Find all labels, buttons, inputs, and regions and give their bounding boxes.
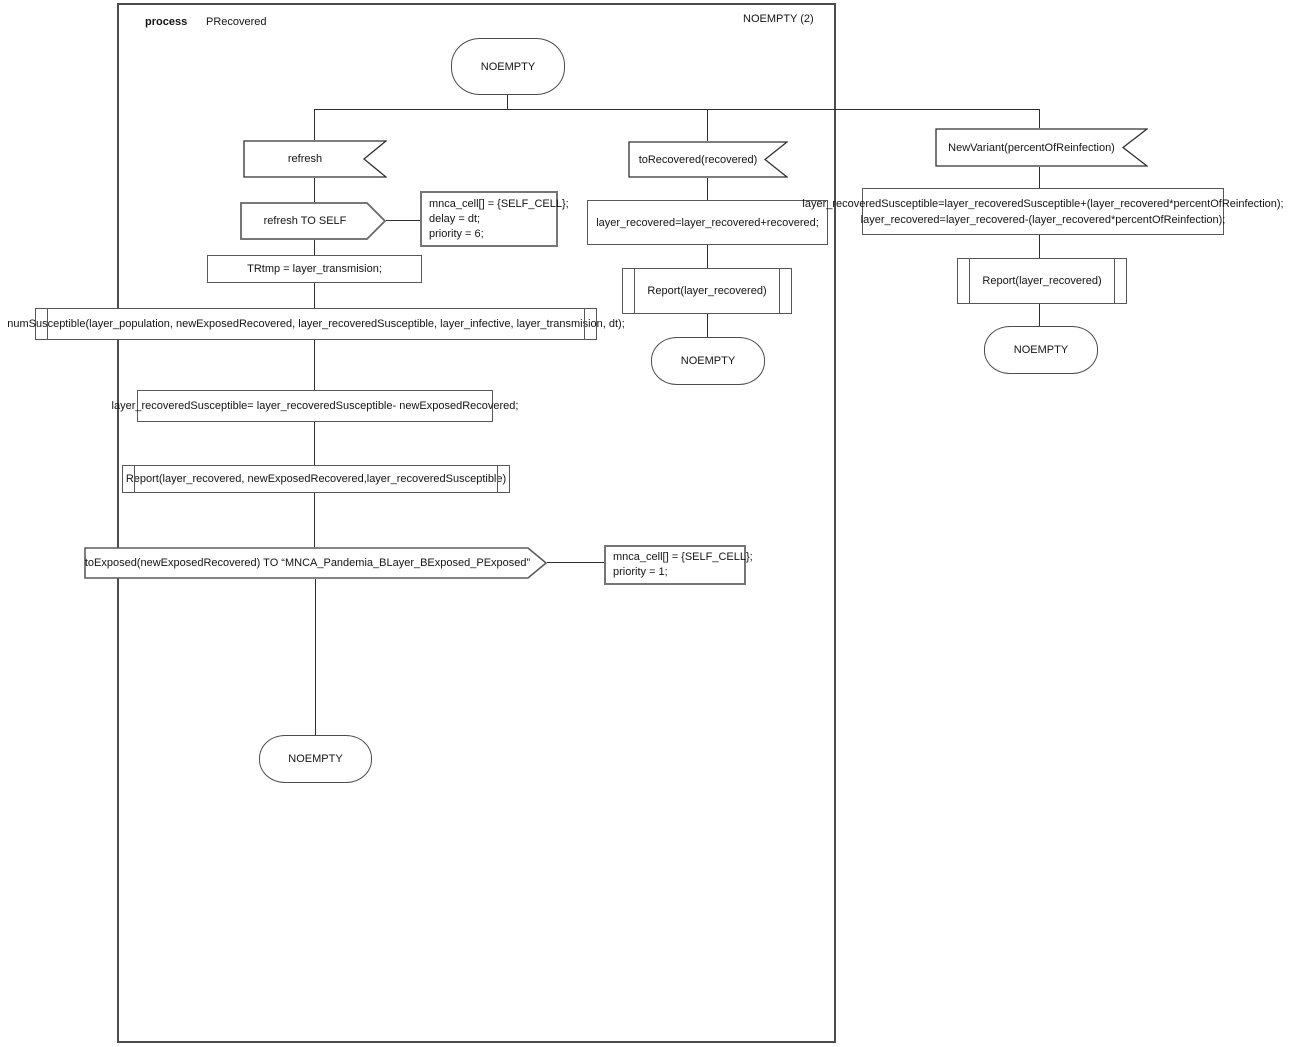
state-end-refresh-label: NOEMPTY: [288, 753, 343, 765]
connector-line: [707, 245, 708, 268]
comment-refresh-params[interactable]: [420, 191, 569, 247]
procedure-bar-left: [134, 466, 135, 492]
connector-line: [314, 283, 315, 308]
connector-line: [314, 493, 315, 547]
connector-line: [314, 422, 315, 465]
procedure-numsusceptible[interactable]: [7, 308, 625, 340]
procedure-bar-left: [969, 259, 970, 303]
process-name: PRecovered: [206, 16, 267, 28]
comment-line: delay = dt;: [429, 212, 481, 225]
procedure-bar-left: [47, 309, 48, 339]
task-trtmp-label: TRtmp = layer_transmision;: [247, 263, 382, 275]
connector-line: [314, 178, 315, 202]
task-add-recovered-label: layer_recovered=layer_recovered+recovered;: [596, 216, 819, 229]
state-start[interactable]: [451, 38, 565, 95]
procedure-bar-right: [779, 269, 780, 313]
procedure-report-recovered-label: Report(layer_recovered): [647, 285, 767, 297]
procedure-bar-right: [1114, 259, 1115, 303]
connector-comment: [386, 220, 420, 221]
procedure-bar-right: [584, 309, 585, 339]
task-update-recovered-susceptible-label: layer_recoveredSusceptible= layer_recoveredSusceptible- newExposedRecovered;: [111, 400, 519, 412]
signal-input-newvariant[interactable]: [935, 128, 1148, 167]
output-refresh-to-self[interactable]: [240, 202, 386, 240]
state-end-newvariant-label: NOEMPTY: [1013, 344, 1069, 356]
task-newvariant-update[interactable]: [802, 188, 1284, 235]
procedure-numsusceptible-label: numSusceptible(layer_population, newExposedRecovered, layer_recoveredSusceptible, layer_infective, layer_transmision, dt);: [7, 318, 625, 330]
process-kind-label: process: [145, 16, 188, 28]
state-end-torecovered-label: NOEMPTY: [680, 355, 736, 367]
connector-comment: [547, 562, 604, 563]
procedure-report-newvariant[interactable]: [957, 258, 1127, 304]
connector-line: [1039, 109, 1040, 128]
connector-line: [707, 314, 708, 337]
connector-branch-bus: [315, 109, 1040, 110]
output-refresh-to-self-label: refresh TO SELF: [263, 215, 347, 227]
state-start-label: NOEMPTY: [480, 60, 536, 73]
task-trtmp[interactable]: [207, 255, 422, 283]
task-update-recovered-susceptible[interactable]: [111, 390, 519, 422]
procedure-report-full[interactable]: [122, 465, 510, 493]
procedure-bar-left: [634, 269, 635, 313]
state-end-newvariant[interactable]: [984, 326, 1098, 374]
task-add-recovered[interactable]: [587, 200, 828, 245]
signal-input-refresh-label: refresh: [287, 153, 323, 165]
task-newvariant-line: layer_recovered=layer_recovered-(layer_recovered*percentOfReinfection);: [860, 213, 1226, 226]
signal-input-torecovered[interactable]: [628, 141, 788, 178]
state-end-refresh[interactable]: [259, 735, 372, 783]
connector-line: [314, 109, 315, 140]
comment-toexposed-params[interactable]: [604, 545, 753, 585]
connector-line: [1039, 167, 1040, 188]
signal-input-newvariant-label: NewVariant(percentOfReinfection): [948, 141, 1115, 154]
connector-line: [1039, 235, 1040, 258]
procedure-bar-right: [497, 466, 498, 492]
connector-line: [315, 579, 316, 735]
page-label: NOEMPTY (2): [743, 13, 814, 25]
comment-line: mnca_cell[] = {SELF_CELL};: [429, 197, 569, 210]
connector-line: [707, 109, 708, 141]
connector-line: [314, 340, 315, 390]
state-end-torecovered[interactable]: [651, 337, 765, 385]
output-to-exposed[interactable]: [84, 547, 547, 579]
connector-line: [1039, 304, 1040, 326]
comment-line: mnca_cell[] = {SELF_CELL};: [613, 551, 753, 563]
connector-start-down: [507, 95, 508, 110]
signal-input-torecovered-label: toRecovered(recovered): [638, 153, 758, 166]
procedure-report-full-label: Report(layer_recovered, newExposedRecovered,layer_recoveredSusceptible): [125, 473, 507, 485]
comment-line: priority = 1;: [613, 566, 668, 578]
task-newvariant-line: layer_recoveredSusceptible=layer_recoveredSusceptible+(layer_recovered*percentOfReinfection);: [802, 197, 1284, 210]
procedure-report-recovered[interactable]: [622, 268, 792, 314]
signal-input-refresh[interactable]: [243, 140, 387, 178]
procedure-report-newvariant-label: Report(layer_recovered): [982, 275, 1102, 287]
comment-line: priority = 6;: [429, 227, 484, 240]
connector-line: [314, 240, 315, 255]
connector-line: [707, 178, 708, 200]
output-to-exposed-label: toExposed(newExposedRecovered) TO “MNCA_Pandemia_BLayer_BExposed_PExposed”: [84, 557, 531, 569]
